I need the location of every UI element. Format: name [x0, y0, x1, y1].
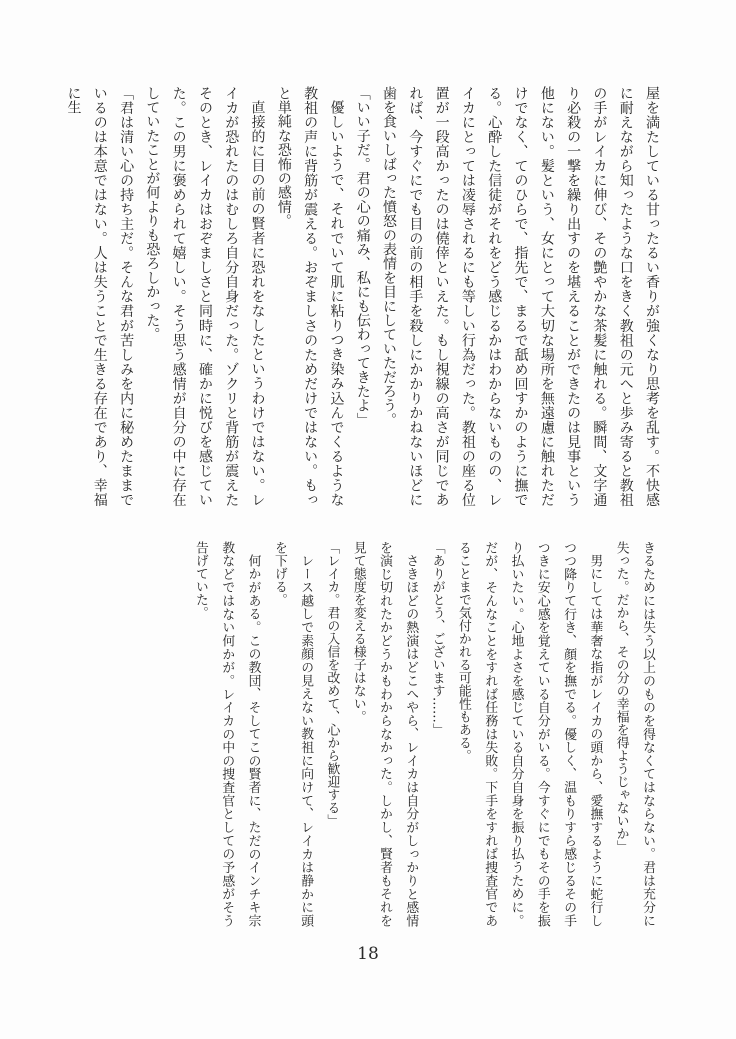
paragraph: レース越しで素顔の見えない教祖に向けて、レイカは静かに頭を下げる。: [271, 541, 314, 927]
dialogue-paragraph: 「レイカ。君の入信を改めて、心から歓迎する」: [324, 541, 340, 827]
paragraph: 男にしては華奢な指がレイカの頭から、愛撫するように蛇行しつつ降りて行き、顔を撫でる。優しく、温もりすら感じるその手つきに安心感を覚えている自分がいる。今すぐにでもその手を振り払いたい。心地よさを感じている自分自身を振り払うために。だが、そんなことをすれば任務は失敗。下手をすれば捜査官であることまで気付かれる可能性もある。: [455, 541, 603, 927]
paragraph: 屋を満たしている甘ったるい香りが強くなり思考を乱す。不快感に耐えながら知ったような口をきく教祖の元へと歩み寄ると教祖の手がレイカに伸び、その艶やかな茶髪に触れる。瞬間、文字通り必殺の一撃を繰り出すのを堪えることができたのは見事という他にない。髪という、女にとって大切な場所を無遠慮に触れただけでなく、てのひらで、指先で、まるで舐め回すかのように撫でる。心酔した信徒がそれをどう感じるかはわからないものの、レイカにとっては凌辱されるにも等しい行為だった。教祖の座る位置が一段高かったのは僥倖といえた。もし視線の高さが同じであれば、今すぐにでも目の前の相手を殺しにかかりかねないほどに歯を食いしばった憤怒の表情を目にしていただろう。: [381, 86, 660, 507]
paragraph: きるためには失う以上のものを得なくてはならない。君は充分に失った。だから、その分の幸福を得ようじゃないか」: [613, 541, 655, 927]
text-block-bottom: [187, 541, 660, 927]
dialogue-paragraph: 「ありがとう、ございます……」: [429, 541, 445, 736]
paragraph: 何かがある。この教団、そしてこの賢者に、ただのインチキ宗教などではない何かが。レイカの中の捜査官としての予感がそう告げていた。: [192, 541, 261, 927]
text-block-top: [60, 86, 665, 507]
paragraph: 優しいようで、それでいて肌に粘りつき染み込んでくるような教祖の声に背筋が震える。おぞましさのためだけではない。もっと単純な恐怖の感情。: [275, 86, 345, 507]
dialogue-paragraph: 「いい子だ。君の心の痛み、私にも伝わってきたよ」: [354, 86, 371, 427]
page-number: 18: [357, 944, 379, 964]
paragraph: さきほどの熱演はどこへやら、レイカは自分がしっかりと感情を演じ切れたかどうかもわからなかった。しかし、賢者もそれを見て態度を変える様子はない。: [350, 541, 419, 927]
dialogue-paragraph: 「君は清い心の持ち主だ。そんな君が苦しみを内に秘めたままでいるのは本意ではない。人は失うことで生きる存在であり、幸福に生: [65, 86, 135, 507]
paragraph: 直接的に目の前の賢者に恐れをなしたというわけではない。レイカが恐れたのはむしろ自分自身だった。ゾクリと背筋が震えたそのとき、レイカはおぞましさと同時に、確かに悦びを感じていた。この男に褒められて嬉しい。そう思う感情が自分の中に存在していたことが何よりも恐ろしかった。: [144, 86, 266, 507]
